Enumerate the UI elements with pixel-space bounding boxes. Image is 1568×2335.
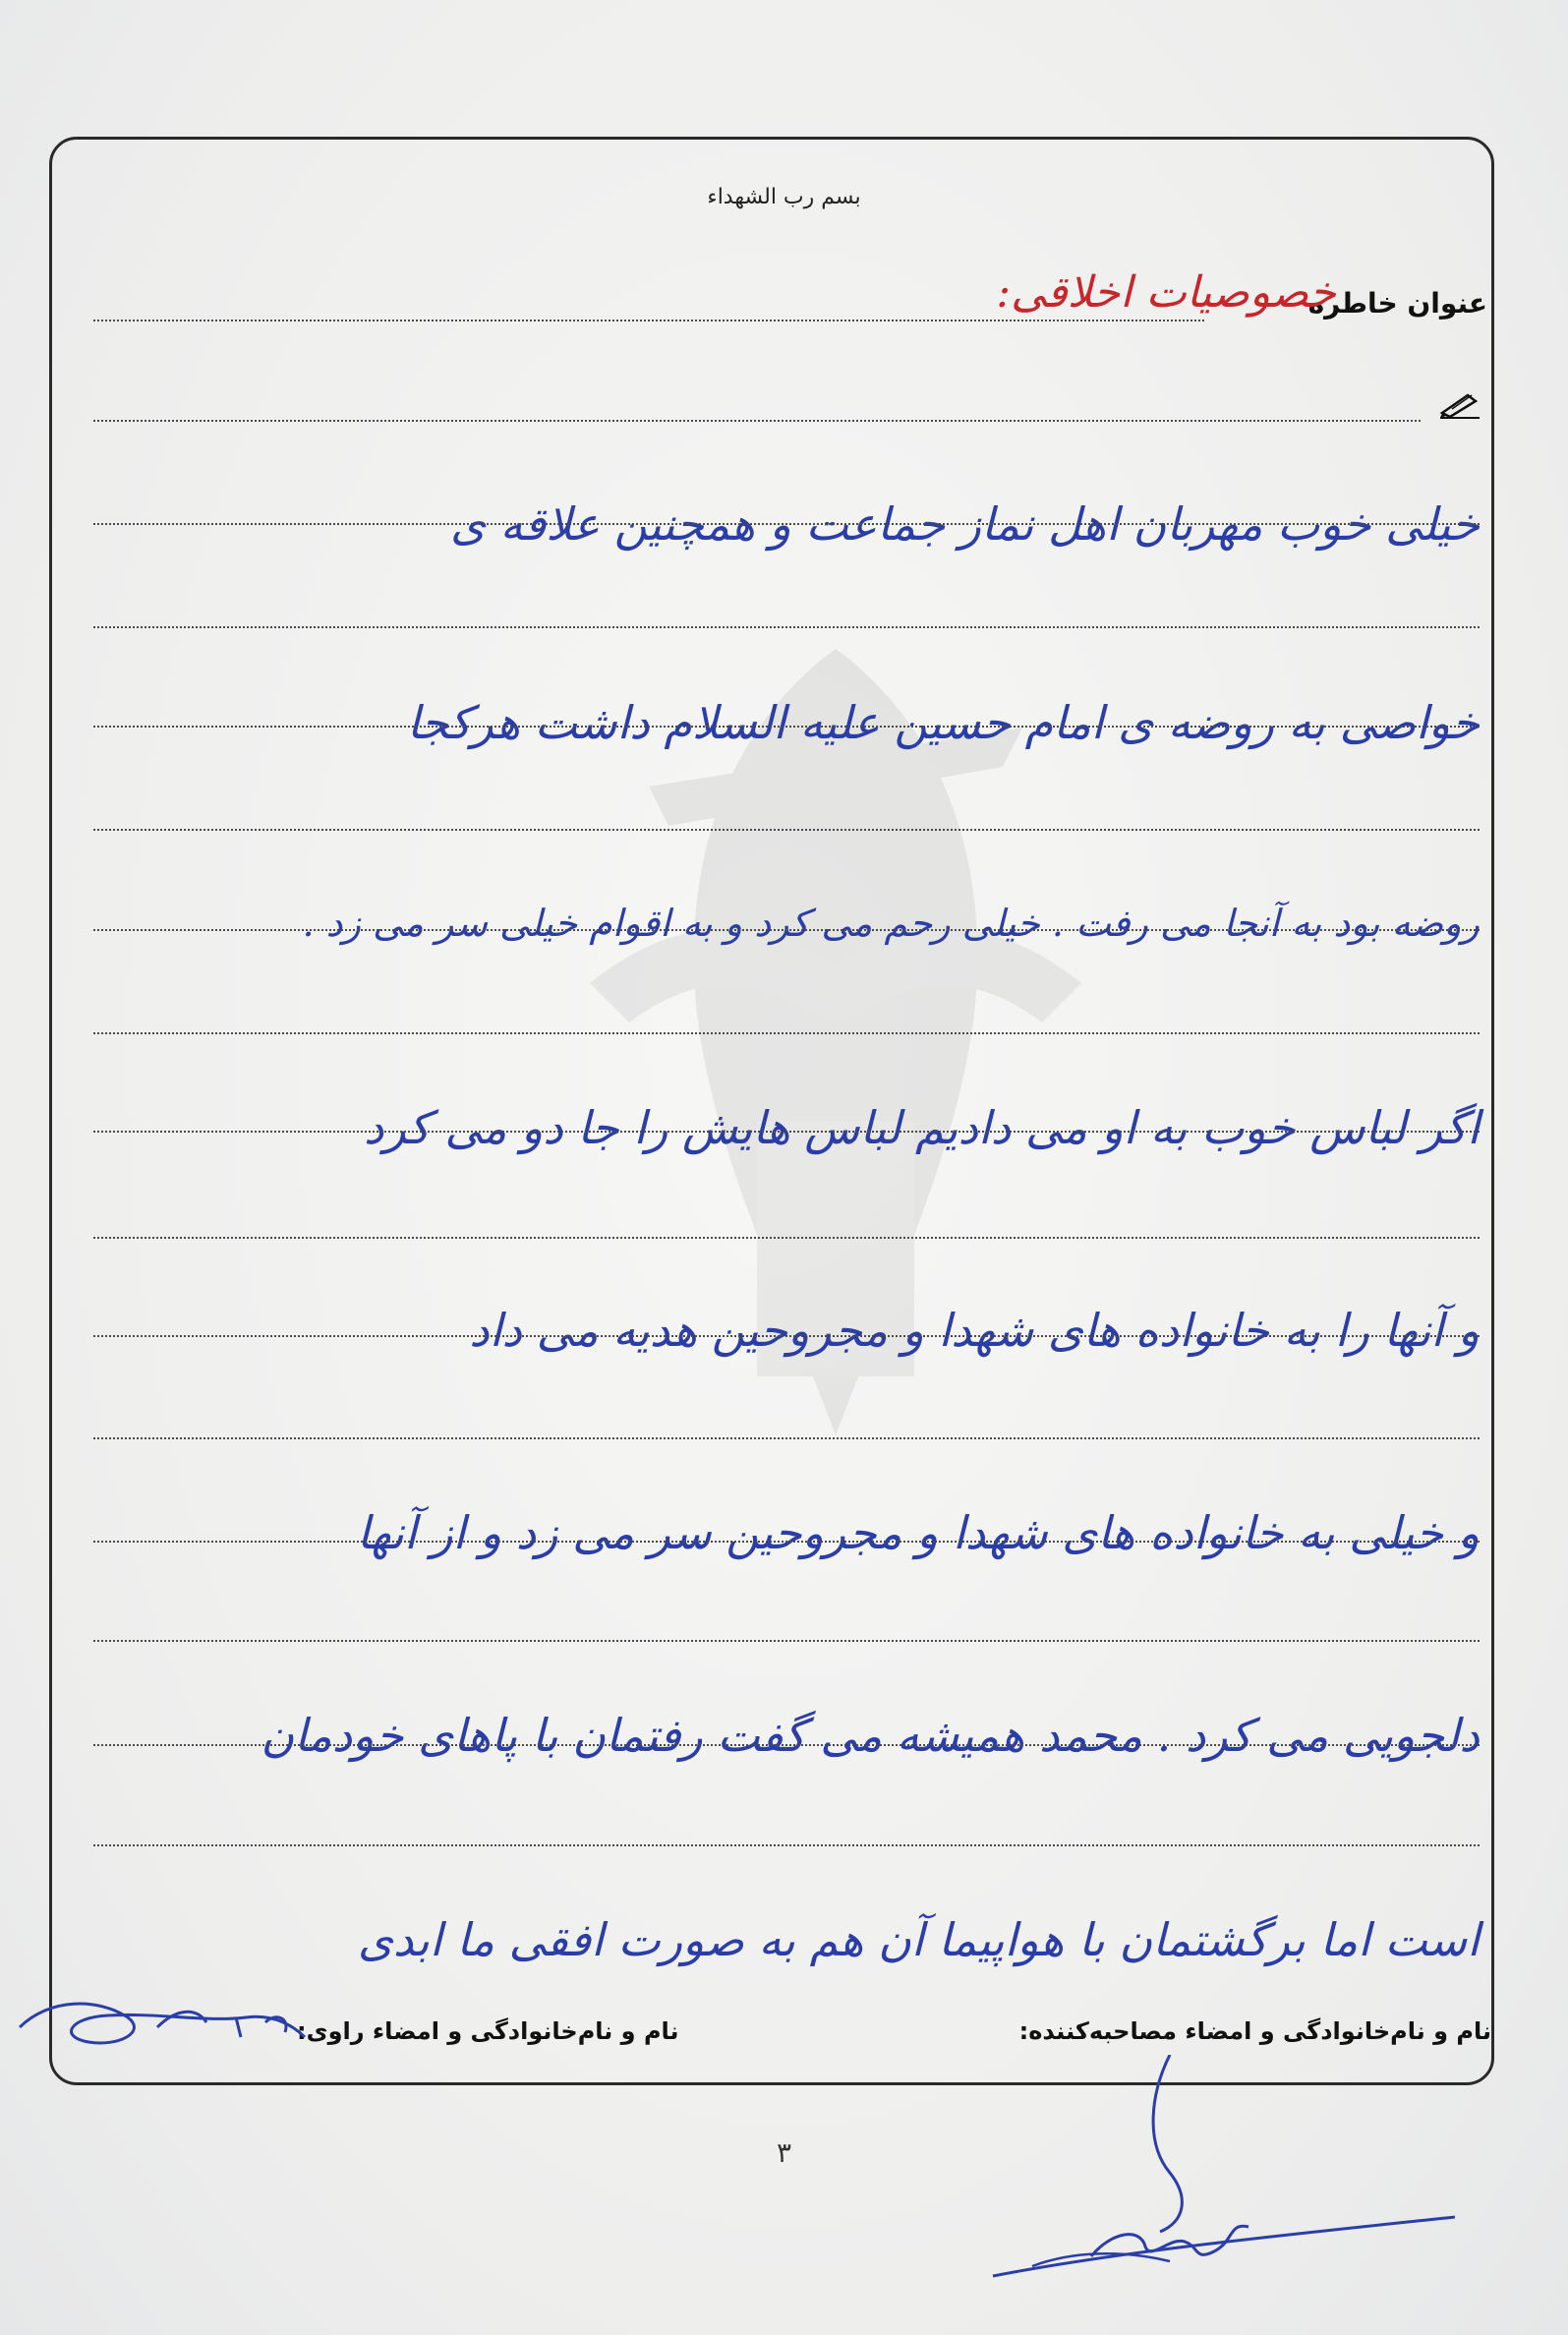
dotted-line: [93, 420, 1421, 422]
narrator-signature: [10, 1988, 324, 2057]
dotted-line: [93, 1237, 1480, 1239]
dotted-line: [93, 523, 1480, 525]
handwritten-line: خیلی خوب مهربان اهل نماز جماعت و همچنین علاقه ی: [449, 497, 1480, 551]
title-dotted-line: [93, 320, 1204, 321]
handwritten-line: خواصی به روضه ی امام حسین علیه السلام داشت هرکجا: [406, 696, 1480, 749]
dotted-line: [93, 929, 1480, 931]
handwritten-line: دلجویی می کرد . محمد همیشه می گفت رفتمان با پاهای خودمان: [261, 1709, 1480, 1762]
dotted-line: [93, 1032, 1480, 1034]
dotted-line: [93, 626, 1480, 628]
narrator-name-label: نام و نام‌خانوادگی و امضاء راوی:: [297, 2017, 679, 2045]
interviewer-signature: [973, 2055, 1484, 2291]
page-number: ۳: [776, 2136, 792, 2169]
header-bismillah: بسم رب الشهداء: [707, 185, 861, 209]
dotted-line: [93, 1131, 1480, 1133]
dotted-line: [93, 726, 1480, 728]
title-label: عنوان خاطره: [1307, 287, 1487, 320]
handwritten-line: و خیلی به خانواده های شهدا و مجروحین سر می زد و از آنها: [356, 1506, 1480, 1559]
dotted-line: [93, 1541, 1480, 1543]
dotted-line: [93, 1437, 1480, 1439]
handwritten-line: است اما برگشتمان با هواپیما آن هم به صورت افقی ما ابدی: [357, 1913, 1480, 1966]
dotted-line: [93, 1335, 1480, 1337]
handwritten-line: روضه بود به آنجا می رفت . خیلی رحم می کرد و به اقوام خیلی سر می زد .: [302, 902, 1480, 945]
dotted-line: [93, 829, 1480, 831]
title-value: خصوصیات اخلاقی:: [996, 267, 1336, 318]
pen-writing-icon: [1438, 389, 1481, 419]
interviewer-name-label: نام و نام‌خانوادگی و امضاء مصاحبه‌کننده:: [1018, 2017, 1491, 2045]
dotted-line: [93, 1744, 1480, 1746]
handwritten-line: اگر لباس خوب به او می دادیم لباس هایش را جا دو می کرد: [364, 1101, 1480, 1154]
dotted-line: [93, 1844, 1480, 1846]
handwritten-line: و آنها را به خانواده های شهدا و مجروحین هدیه می داد: [469, 1304, 1480, 1357]
dotted-line: [93, 1640, 1480, 1642]
